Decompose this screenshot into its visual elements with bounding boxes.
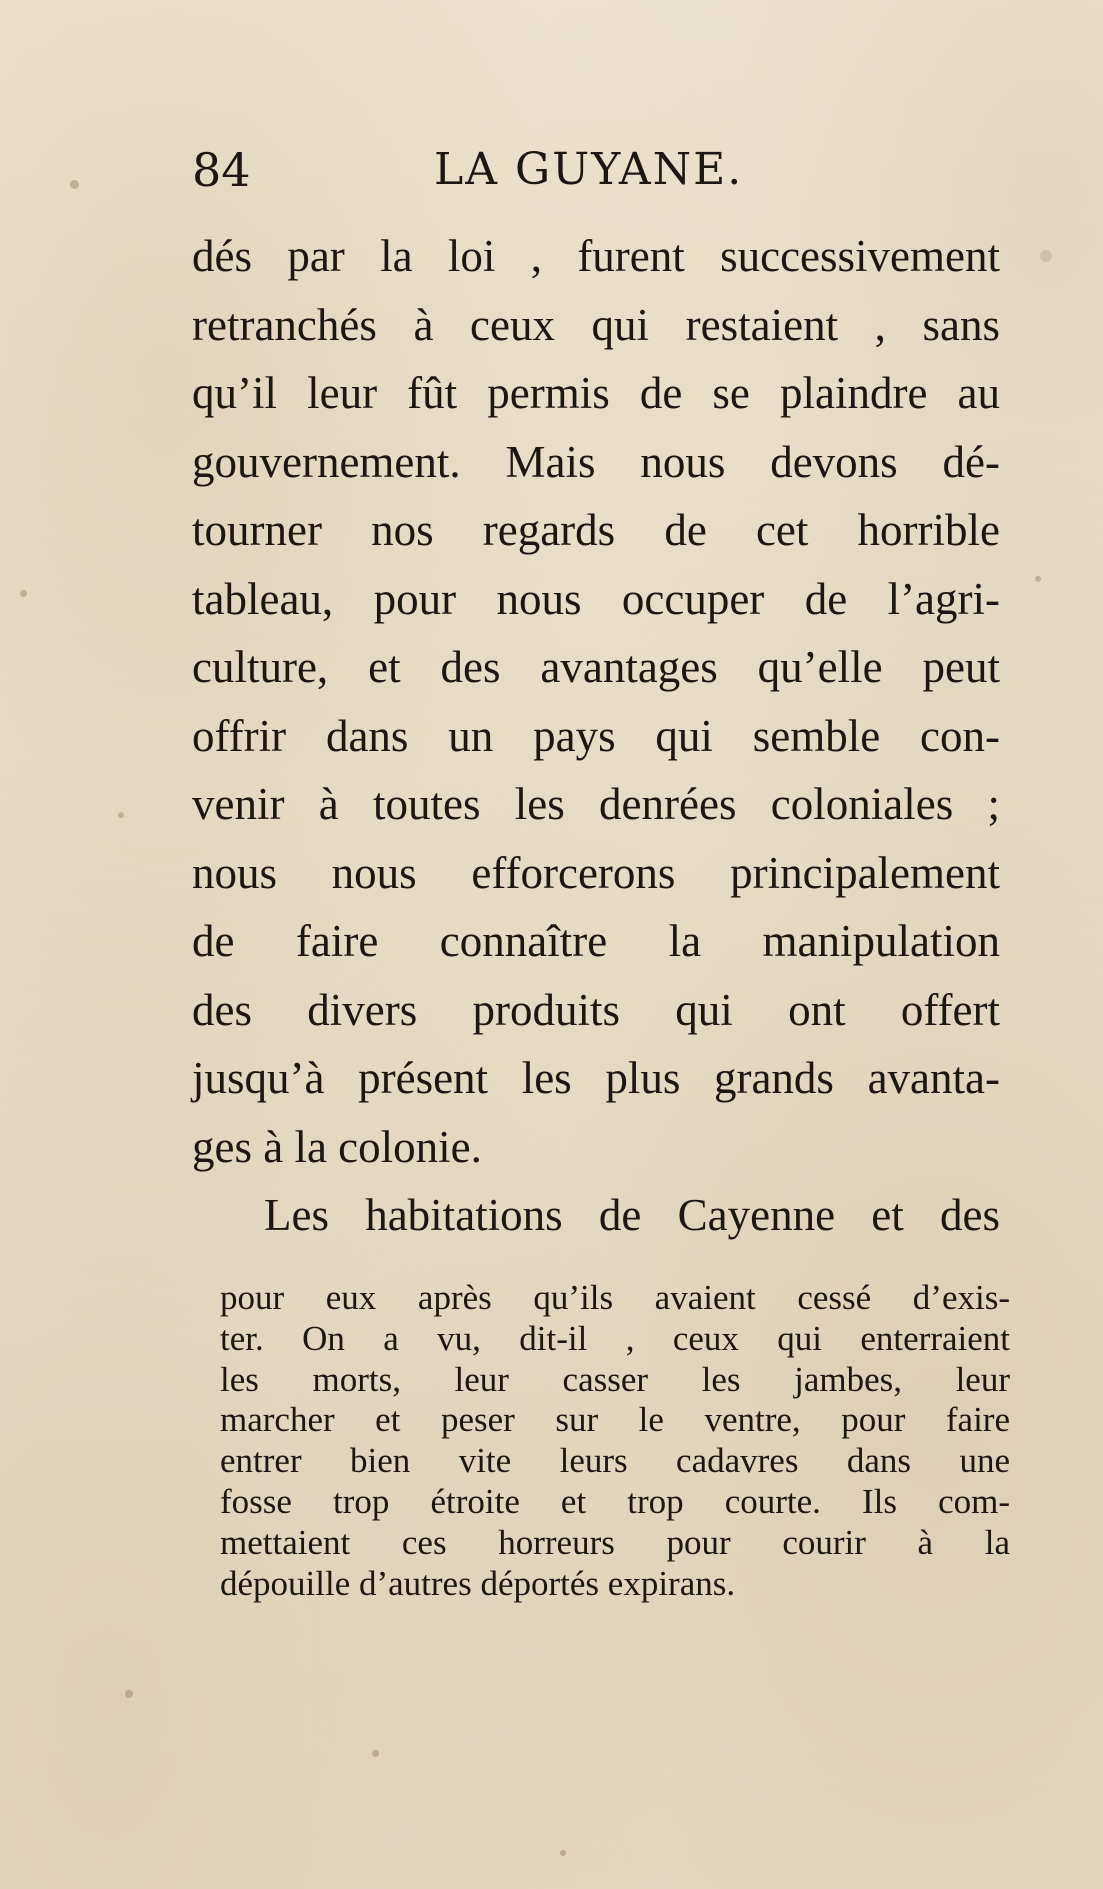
body-line: tourner nos regards de cet horrible (192, 505, 1000, 555)
running-title: LA GUYANE. (434, 144, 744, 195)
foxing-spot (560, 1850, 566, 1856)
foxing-spot (70, 180, 79, 189)
body-line: qu’il leur fût permis de se plaindre au (192, 368, 1000, 418)
body-line: Les habitations de Cayenne et des (264, 1190, 1000, 1240)
body-line: tableau, pour nous occuper de l’agri- (192, 573, 1000, 624)
foxing-spot (372, 1750, 379, 1757)
main-text (192, 222, 1000, 1250)
foxing-spot (118, 812, 124, 818)
footnote-line: marcher et peser sur le ventre, pour faire (220, 1400, 1010, 1440)
body-line: culture, et des avantages qu’elle peut (192, 642, 1000, 692)
page-header (192, 140, 752, 200)
body-line: retranchés à ceux qui restaient , sans (192, 299, 1000, 350)
body-line: jusqu’à présent les plus grands avanta- (192, 1053, 1000, 1103)
footnote-line: mettaient ces horreurs pour courir à la (220, 1522, 1010, 1562)
foxing-spot (20, 590, 27, 597)
body-line: gouvernement. Mais nous devons dé- (192, 436, 1000, 487)
body-line: offrir dans un pays qui semble con- (192, 710, 1000, 761)
foxing-spot (125, 1690, 133, 1698)
body-line: de faire connaître la manipulation (192, 916, 1000, 966)
body-line: dés par la loi , furent successivement (192, 231, 1000, 281)
body-line: ges à la colonie. (192, 1121, 482, 1172)
footnote-line: pour eux après qu’ils avaient cessé d’exis- (220, 1278, 1010, 1317)
footnote-line: dépouille d’autres déportés expirans. (220, 1563, 736, 1603)
body-line: des divers produits qui ont offert (192, 984, 1000, 1035)
body-line: venir à toutes les denrées coloniales ; (192, 779, 1000, 829)
footnote-line: ter. On a vu, dit-il , ceux qui enterraient (220, 1318, 1010, 1358)
footnote-line: fosse trop étroite et trop courte. Ils com- (220, 1481, 1010, 1521)
body-line: nous nous efforcerons principalement (192, 847, 1000, 898)
foxing-spot (1040, 250, 1052, 262)
foxing-spot (1035, 576, 1041, 582)
page-number: 84 (192, 143, 251, 197)
footnote-line: les morts, leur casser les jambes, leur (220, 1359, 1010, 1399)
footnote (220, 1278, 1010, 1604)
footnote-line: entrer bien vite leurs cadavres dans une (220, 1441, 1010, 1481)
